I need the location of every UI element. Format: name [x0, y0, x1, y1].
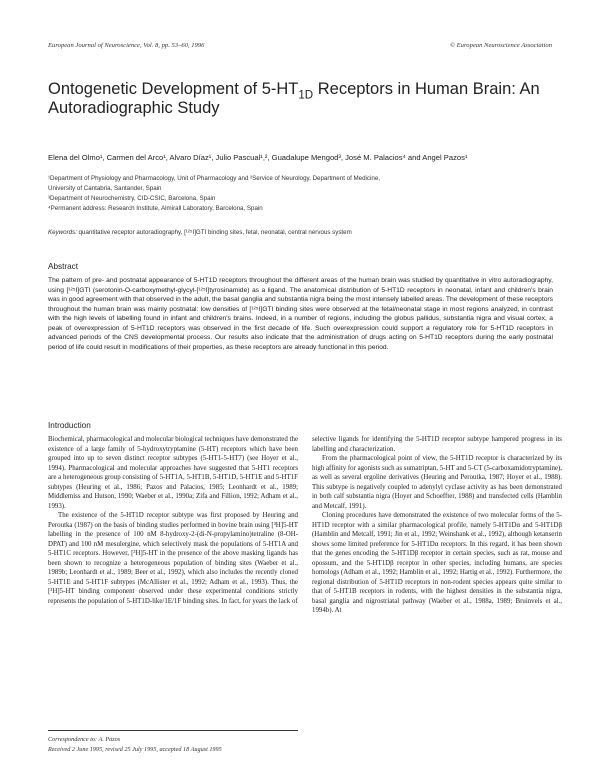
- keywords-text: quantitative receptor autoradiography, [¹²⁵I]GTI binding sites, fetal, neonatal, central nervous system: [76, 229, 352, 236]
- affiliation-line: ¹Department of Physiology and Pharmacology, Unit of Pharmacology and ²Service of Neurology, Department of Medicine,: [48, 175, 380, 182]
- title-subscript: 1D: [298, 89, 314, 102]
- introduction-heading: Introduction: [48, 421, 91, 430]
- paragraph: Biochemical, pharmacological and molecular biological techniques have demonstrated the existence of a large family of 5-hydroxytryptamine (5-HT) receptors which have been grouped into up to seven distinct receptor subtypes (5-HT1-5-HT7) (see Hoyer et al., 1994). Pharmacological and molecular approaches have suggested that 5-HT1 receptors are a heterogeneous group consisting of 5-HT1A, 5-HT1B, 5-HT1D, 5-HT1E and 5-HT1F subtypes (Heuring et al., 1986; Pazos and Palacios, 1985; Leonhardt et al., 1989; Middlemiss and Hutson, 1990; Waeber et al., 1990a; Zifa and Fillion, 1992; Adham et al., 1993).: [48, 436, 298, 510]
- body-column-right: [312, 435, 562, 616]
- affiliation-line: ⁴Permanent address: Research Institute, Almirall Laboratory, Barcelona, Spain: [48, 205, 263, 212]
- abstract-body: The pattern of pre- and postnatal appearance of 5-HT1D receptors throughout the different areas of the human brain was studied by quantitative in vitro autoradiography, using [¹²⁵I]GTI (serotonin-O-carboxymethyl-glycyl-[¹²⁵I]tyrosinamide) as a ligand. The anatomical distribution of 5-HT1D receptors in neonatal, infant and children's brain was in good agreement with that observed in the adult, the basal ganglia and substantia nigra being the most intensely labelled areas. The development of these receptors throughout the human brain was mainly postnatal: low densities of [¹²⁵I]GTI binding sites were observed at the fetal/neonatal stage in most regions analyzed, in contrast with the high levels of labelling found in infant and children's brains. Indeed, in a number of regions, including the globus pallidus, substantia nigra and visual cortex, a peak of overexpression of 5-HT1D receptors was observed in the first decade of life. Such overexpression could support a regulatory role for 5-HT1D receptors in advanced periods of the CNS developmental process. Our results also indicate that the administration of drugs acting on 5-HT1D receptors during the early postnatal period of life could result in modifications of their properties, as these receptors are already functional in this period.: [48, 277, 553, 351]
- footer-rule: [48, 730, 298, 731]
- body-column-left: [48, 435, 298, 606]
- journal-citation: European Journal of Neuroscience, Vol. 8, pp. 53–60, 1996: [48, 42, 205, 49]
- affiliation-line: ³Department of Neurochemistry, CID-CSIC, Barcelona, Spain: [48, 195, 216, 202]
- affiliations: [48, 174, 558, 214]
- title-suffix: Receptors in Human Brain: An Autoradiographic Study: [48, 80, 540, 117]
- title-prefix: Ontogenetic Development of 5-HT: [48, 80, 299, 98]
- paragraph: The existence of the 5-HT1D receptor subtype was first proposed by Heuring and Peroutka (1987) on the basis of binding studies performed in bovine brain using [³H]5-HT labelling in the presence of 100 nM 8-hydroxy-2-(di-N-propylamino)tetraline (8-OH-DPAT) and 100 nM mesulergine, which selectively mask the populations of 5-HT1A and 5-HT1C receptors. However, [³H]5-HT in the presence of the above masking ligands has been shown to recognize a heterogeneous population of binding sites (Waeber et al., 1989b; Leonhardt et al., 1989; Beer et al., 1992), which also includes the recently cloned 5-HT1E and 5-HT1F subtypes (McAllister et al., 1992; Adham et al., 1993). Thus, the [³H]5-HT binding component observed under these experimental conditions strictly represents the population of 5-HT1D-like/1E/1F binding sites. In fact, for years the lack of: [48, 512, 298, 605]
- paragraph: selective ligands for identifying the 5-HT1D receptor subtype hampered progress in its labelling and characterization.: [312, 436, 562, 453]
- article-title: [48, 80, 558, 118]
- correspondence-note: Correspondence to: A. Pazos: [48, 736, 121, 743]
- keywords: [48, 228, 558, 237]
- received-dates: Received 2 June 1995, revised 25 July 1995, accepted 18 August 1995: [48, 746, 222, 753]
- journal-header: [48, 42, 552, 54]
- affiliation-line: University of Cantabria, Santander, Spain: [48, 185, 162, 192]
- paragraph: Cloning procedures have demonstrated the existence of two molecular forms of the 5-HT1D receptor with a similar pharmacological profile, namely 5-HT1Dα and 5-HT1Dβ (Hamblin and Metcalf, 1991; Jin et al., 1992; Weinshank et al., 1992), although ketanserin shows some limited preference for 5-HT1Dα receptors. In this regard, it has been shown that the genes encoding the 5-HT1Dβ receptor in certain species, such as rat, mouse and opossum, and the 5-HT1Dβ receptor in other species, including humans, are species homologs (Adham et al., 1992; Hamblin et al., 1992; Hartig et al., 1992). Furthermore, the regional distribution of 5-HT1D receptors in non-rodent species appears quite similar to that of 5-HT1B receptors in rodents, with the highest densities in the substantia nigra, basal ganglia and nigrostriatal pathway (Waeber et al., 1988a, 1989; Bruinvels et al., 1994b). At: [312, 512, 562, 614]
- keywords-label: Keywords:: [48, 229, 77, 236]
- author-list: Elena del Olmo¹, Carmen del Arco¹, Alvaro Díaz¹, Julio Pascual¹,², Guadalupe Mengod³, José M. Palacios⁴ and Angel Pazos¹: [48, 153, 468, 162]
- paragraph: From the pharmacological point of view, the 5-HT1D receptor is characterized by its high affinity for agonists such as sumatriptan, 5-HT and 5-CT (5-carboxamidotryptamine), as well as several ergoline derivatives (Heuring and Peroutka, 1987; Hoyer et al., 1988). This subtype is negatively coupled to adenylyl cyclase activity as has been demonstrated in both calf substantia nigra (Hoyer and Schoeffter, 1988) and transfected cells (Hamblin and Metcalf, 1991).: [312, 455, 562, 510]
- article-footer: [48, 730, 298, 755]
- abstract-heading: Abstract: [48, 262, 79, 271]
- publisher-notice: © European Neuroscience Association: [449, 42, 552, 49]
